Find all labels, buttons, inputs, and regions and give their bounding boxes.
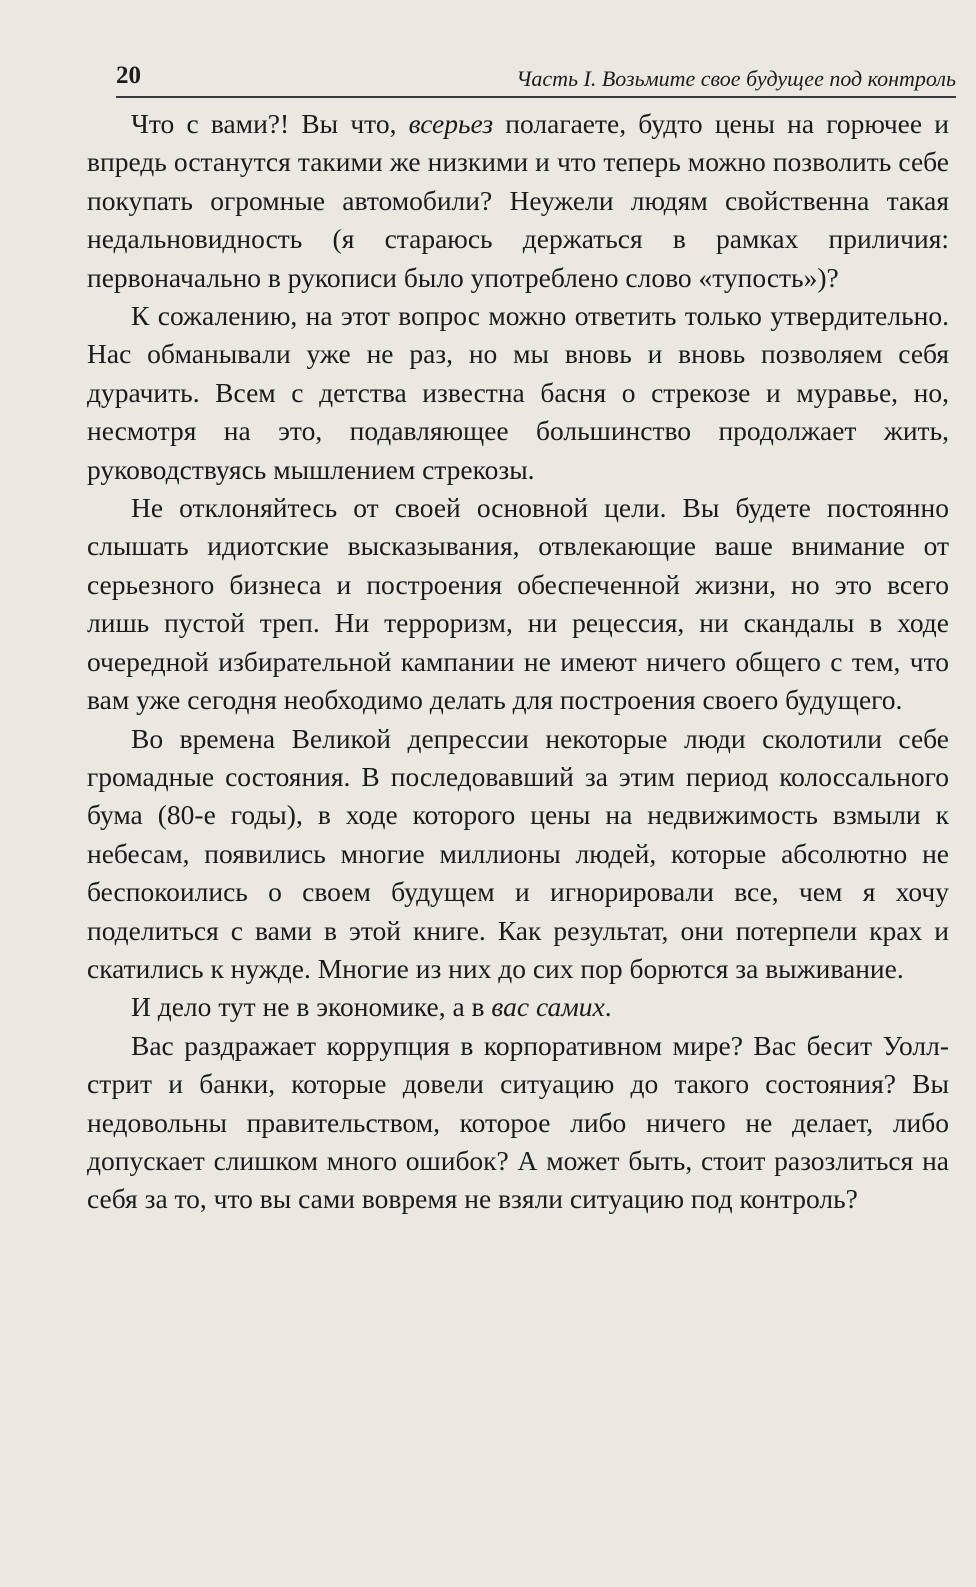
paragraph: И дело тут не в экономике, а в вас самих. (131, 991, 612, 1023)
paragraph: Не отклоняйтесь от своей основной цели. Вы будете постоянно слышать идиотские высказывания, отвлекающие ваше внимание от серьезного бизнеса и построения обеспеченной жизни, но это всего лишь пустой треп. Ни терроризм, ни рецессия, ни скандалы в ходе очередной избирательной кампании не имеют ничего общего с тем, что вам уже сегодня необходимо делать для построения своего будущего. (87, 492, 949, 716)
paragraph: Вас раздражает коррупция в корпоративном мире? Вас бесит Уолл-стрит и банки, которые довели ситуацию до такого состояния? Вы недовольны правительством, которое либо ничего не делает, либо допускает слишком много ошибок? А может быть, стоит разозлиться на себя за то, что вы сами вовремя не взяли ситуацию под контроль? (87, 1029, 949, 1215)
paragraph: Что с вами?! Вы что, всерьез полагаете, будто цены на горючее и впредь останутся такими же низкими и что теперь можно позволить себе покупать огромные автомобили? Неужели людям свойственна такая недальновидность (я стараюсь держаться в рамках приличия: первоначально в рукописи было употреблено слово «тупость»)? (87, 108, 949, 293)
body-text (87, 105, 949, 1219)
running-title: Часть I. Возьмите свое будущее под контроль (516, 66, 956, 91)
paragraph: К сожалению, на этот вопрос можно ответить только утвердительно. Нас обманывали уже не раз, но мы вновь и вновь позволяем себя дурачить. Всем с детства известна басня о стрекозе и муравье, но, несмотря на это, подавляющее большинство продолжает жить, руководствуясь мышлением стрекозы. (87, 300, 949, 485)
page-number: 20 (116, 62, 141, 89)
paragraph: Во времена Великой депрессии некоторые люди сколотили себе громадные состояния. В последовавший за этим период колоссального бума (80-е годы), в ходе которого цены на недвижимость взмыли к небесам, появились многие миллионы людей, которые абсолютно не беспокоились о своем будущем и игнорировали все, чем я хочу поделиться с вами в этой книге. Как результат, они потерпели крах и скатились к нужде. Многие из них до сих пор борются за выживание. (87, 722, 949, 984)
emphasis-text: вас самих (491, 991, 605, 1023)
emphasis-text: всерьез (408, 108, 494, 139)
page-header (116, 60, 956, 98)
